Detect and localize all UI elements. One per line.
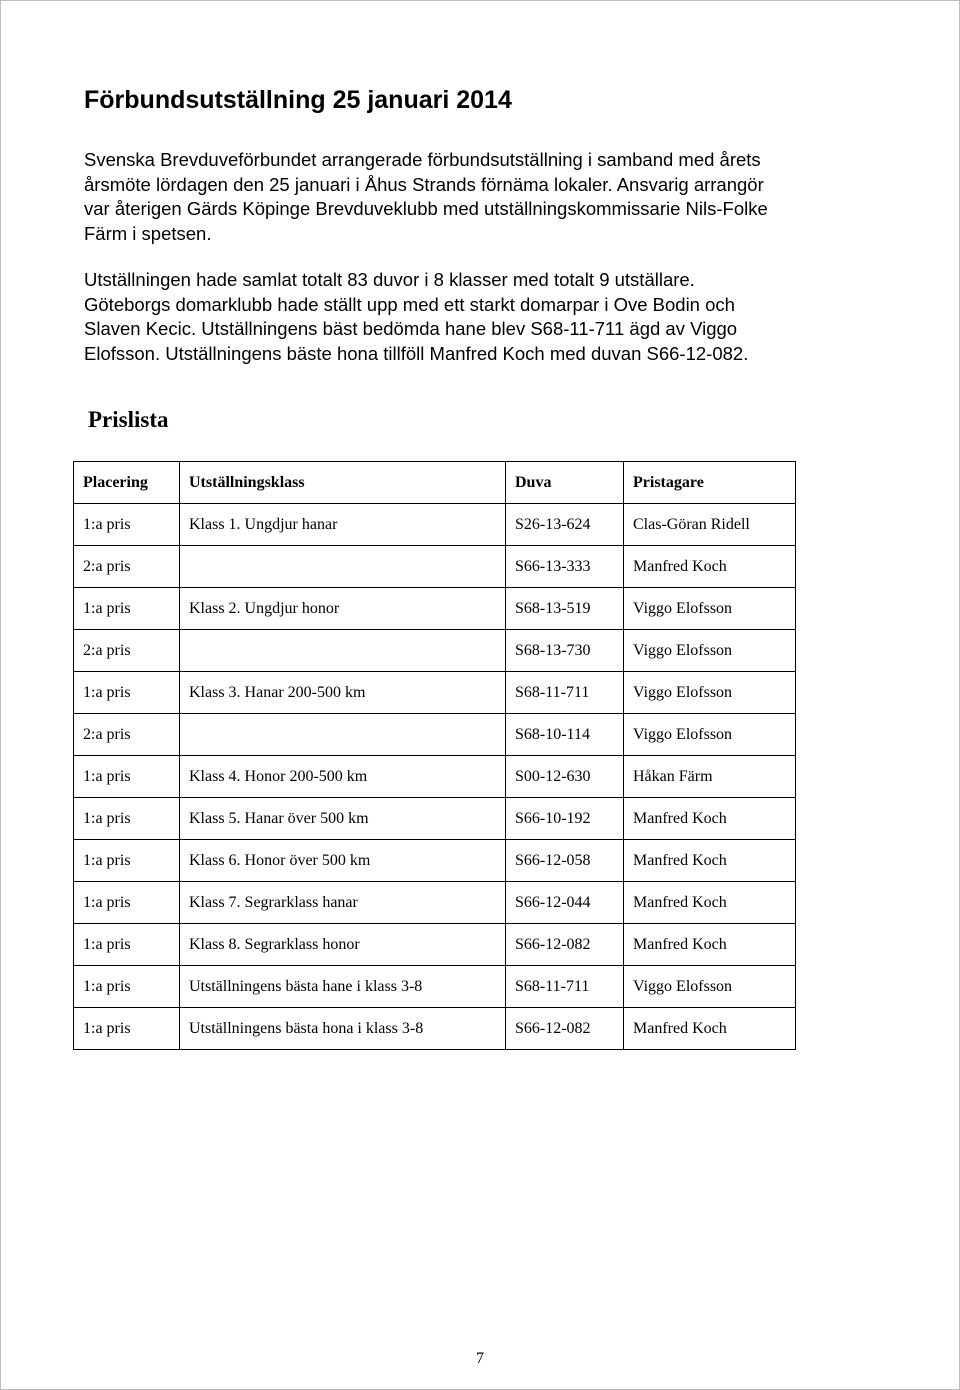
intro-line: årsmöte lördagen den 25 januari i Åhus Strands förnäma lokaler. Ansvarig arrangör (84, 173, 764, 195)
cell-placering: 1:a pris (74, 504, 180, 546)
table-row (74, 966, 796, 1008)
table-row (74, 756, 796, 798)
cell-pristagare: Manfred Koch (624, 924, 796, 966)
cell-duva: S68-11-711 (506, 966, 624, 1008)
prize-table-body (74, 504, 796, 1050)
cell-pristagare: Viggo Elofsson (624, 714, 796, 756)
table-row (74, 630, 796, 672)
cell-pristagare: Manfred Koch (624, 546, 796, 588)
cell-placering: 1:a pris (74, 798, 180, 840)
cell-klass: Klass 8. Segrarklass honor (180, 924, 506, 966)
cell-klass: Klass 6. Honor över 500 km (180, 840, 506, 882)
table-row (74, 672, 796, 714)
cell-duva: S66-13-333 (506, 546, 624, 588)
cell-klass: Klass 2. Ungdjur honor (180, 588, 506, 630)
cell-pristagare: Håkan Färm (624, 756, 796, 798)
cell-duva: S66-12-082 (506, 1008, 624, 1050)
page-number: 7 (476, 1350, 484, 1367)
cell-duva: S66-12-082 (506, 924, 624, 966)
summary-line: Utställningen hade samlat totalt 83 duvor i 8 klasser med totalt 9 utställare. (84, 269, 695, 290)
cell-duva: S66-12-058 (506, 840, 624, 882)
cell-pristagare: Manfred Koch (624, 840, 796, 882)
cell-pristagare: Viggo Elofsson (624, 672, 796, 714)
cell-klass: Klass 7. Segrarklass hanar (180, 882, 506, 924)
table-header-row (74, 462, 796, 504)
table-row (74, 504, 796, 546)
cell-placering: 1:a pris (74, 672, 180, 714)
table-row (74, 882, 796, 924)
table-row (74, 1008, 796, 1050)
cell-placering: 2:a pris (74, 630, 180, 672)
cell-placering: 1:a pris (74, 756, 180, 798)
header-duva: Duva (506, 462, 624, 504)
cell-klass: Klass 5. Hanar över 500 km (180, 798, 506, 840)
cell-placering: 1:a pris (74, 882, 180, 924)
page-title: Förbundsutställning 25 januari 2014 (84, 86, 512, 114)
table-row (74, 714, 796, 756)
header-utstallningsklass: Utställningsklass (180, 462, 506, 504)
cell-pristagare: Manfred Koch (624, 882, 796, 924)
cell-placering: 1:a pris (74, 1008, 180, 1050)
table-row (74, 798, 796, 840)
cell-pristagare: Manfred Koch (624, 1008, 796, 1050)
cell-pristagare: Clas-Göran Ridell (624, 504, 796, 546)
table-row (74, 924, 796, 966)
summary-line: Göteborgs domarklubb hade ställt upp med ett starkt domarpar i Ove Bodin och (84, 293, 735, 315)
cell-klass: Klass 3. Hanar 200-500 km (180, 672, 506, 714)
prislista-heading: Prislista (88, 407, 169, 432)
prize-table (73, 461, 796, 1050)
summary-line: Slaven Kecic. Utställningens bäst bedömda hane blev S68-11-711 ägd av Viggo (84, 318, 738, 340)
cell-placering: 1:a pris (74, 966, 180, 1008)
cell-placering: 1:a pris (74, 588, 180, 630)
intro-line: Färm i spetsen. (84, 222, 212, 244)
cell-klass (180, 714, 506, 756)
cell-pristagare: Viggo Elofsson (624, 966, 796, 1008)
cell-placering: 1:a pris (74, 924, 180, 966)
cell-duva: S68-13-730 (506, 630, 624, 672)
intro-line: Svenska Brevduveförbundet arrangerade förbundsutställning i samband med årets (84, 149, 761, 170)
header-placering: Placering (74, 462, 180, 504)
cell-pristagare: Viggo Elofsson (624, 630, 796, 672)
cell-placering: 2:a pris (74, 546, 180, 588)
table-row (74, 546, 796, 588)
cell-duva: S68-10-114 (506, 714, 624, 756)
cell-duva: S66-12-044 (506, 882, 624, 924)
summary-paragraph (84, 268, 884, 366)
cell-placering: 1:a pris (74, 840, 180, 882)
summary-line: Elofsson. Utställningens bäste hona tillföll Manfred Koch med duvan S66-12-082. (84, 342, 749, 364)
cell-klass: Utställningens bästa hona i klass 3-8 (180, 1008, 506, 1050)
header-pristagare: Pristagare (624, 462, 796, 504)
cell-klass: Klass 4. Honor 200-500 km (180, 756, 506, 798)
cell-duva: S68-11-711 (506, 672, 624, 714)
intro-paragraph (84, 148, 884, 246)
cell-klass: Klass 1. Ungdjur hanar (180, 504, 506, 546)
table-row (74, 840, 796, 882)
cell-duva: S66-10-192 (506, 798, 624, 840)
intro-line: var återigen Gärds Köpinge Brevduveklubb med utställningskommissarie Nils-Folke (84, 198, 768, 220)
table-row (74, 588, 796, 630)
cell-klass (180, 630, 506, 672)
cell-pristagare: Manfred Koch (624, 798, 796, 840)
cell-klass: Utställningens bästa hane i klass 3-8 (180, 966, 506, 1008)
cell-pristagare: Viggo Elofsson (624, 588, 796, 630)
cell-placering: 2:a pris (74, 714, 180, 756)
cell-duva: S68-13-519 (506, 588, 624, 630)
cell-duva: S26-13-624 (506, 504, 624, 546)
cell-duva: S00-12-630 (506, 756, 624, 798)
cell-klass (180, 546, 506, 588)
